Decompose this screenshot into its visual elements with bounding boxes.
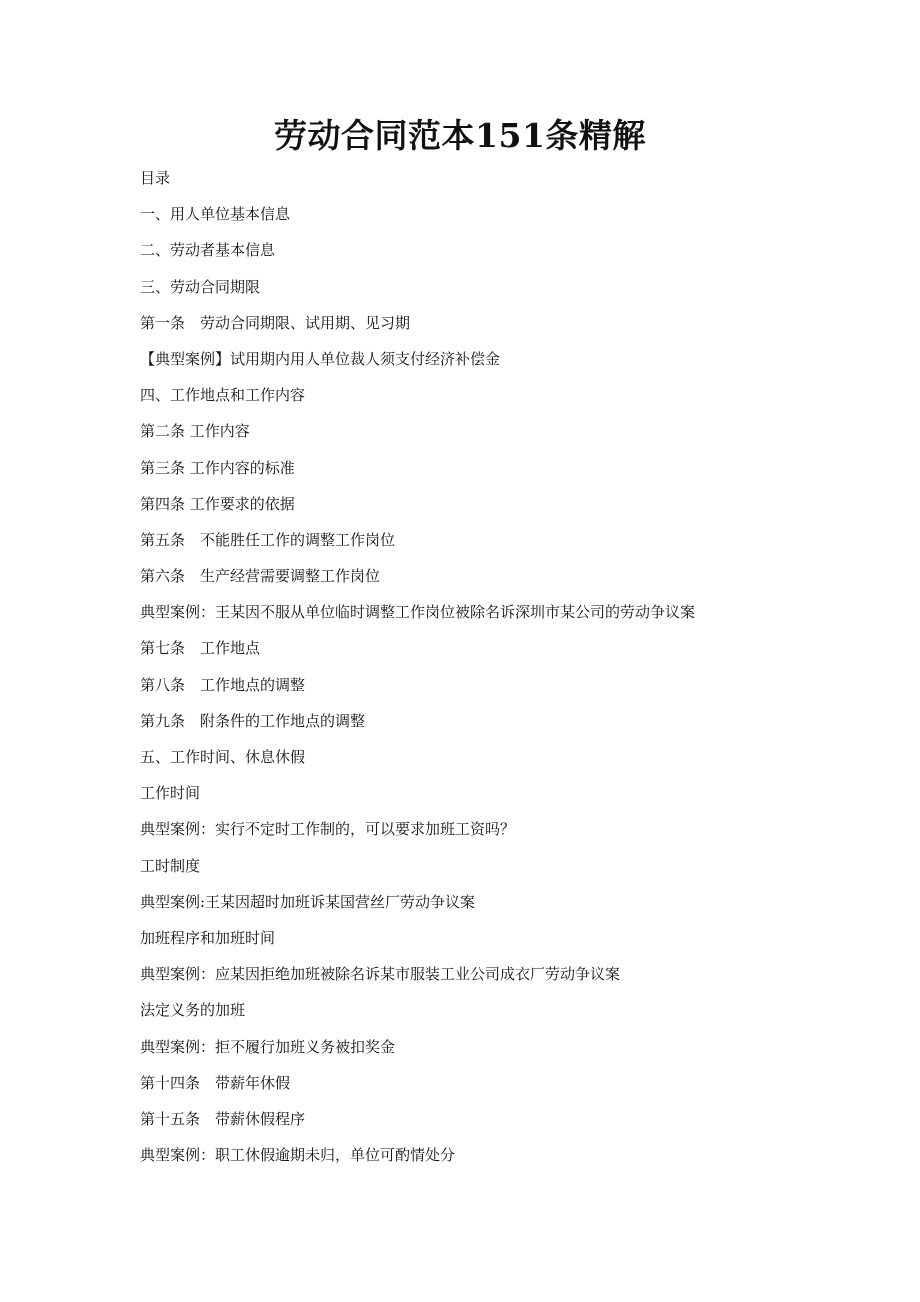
document-title: 劳动合同范本151条精解: [274, 116, 646, 155]
table-of-contents: [140, 166, 840, 1179]
toc-item: 【典型案例】试用期内用人单位裁人须支付经济补偿金: [140, 349, 501, 368]
toc-item: 第二条 工作内容: [140, 422, 250, 441]
toc-item: 一、用人单位基本信息: [140, 205, 291, 224]
toc-item: 典型案例：拒不履行加班义务被扣奖金: [140, 1037, 396, 1056]
toc-item: 典型案例：职工休假逾期未归，单位可酌情处分: [140, 1146, 456, 1165]
toc-item: 第三条 工作内容的标准: [140, 458, 295, 477]
toc-item: 工作时间: [140, 784, 201, 803]
toc-item: 第十五条 带薪休假程序: [140, 1109, 306, 1128]
toc-item: 第七条 工作地点: [140, 639, 261, 658]
toc-item: 加班程序和加班时间: [140, 928, 276, 947]
toc-item: 第一条 劳动合同期限、试用期、见习期: [140, 313, 411, 332]
toc-item: 典型案例:王某因超时加班诉某国营丝厂劳动争议案: [140, 892, 476, 911]
toc-item: 四、工作地点和工作内容: [140, 386, 306, 405]
toc-item: 典型案例：应某因拒绝加班被除名诉某市服装工业公司成衣厂劳动争议案: [140, 965, 621, 984]
toc-item: 第四条 工作要求的依据: [140, 494, 295, 513]
toc-item: 第十四条 带薪年休假: [140, 1073, 291, 1092]
toc-item: 工时制度: [140, 856, 201, 875]
toc-item: 二、劳动者基本信息: [140, 241, 276, 260]
toc-item: 第五条 不能胜任工作的调整工作岗位: [140, 530, 396, 549]
toc-item: 三、劳动合同期限: [140, 277, 261, 296]
toc-item: 典型案例：王某因不服从单位临时调整工作岗位被除名诉深圳市某公司的劳动争议案: [140, 603, 696, 622]
toc-item: 五、工作时间、休息休假: [140, 748, 306, 766]
toc-heading: 目录: [140, 169, 171, 187]
toc-item: 第八条 工作地点的调整: [140, 675, 306, 694]
toc-item: 第六条 生产经营需要调整工作岗位: [140, 567, 381, 586]
toc-item: 第九条 附条件的工作地点的调整: [140, 711, 366, 730]
toc-item: 典型案例：实行不定时工作制的，可以要求加班工资吗？: [140, 820, 516, 839]
toc-item: 法定义务的加班: [140, 1001, 246, 1020]
